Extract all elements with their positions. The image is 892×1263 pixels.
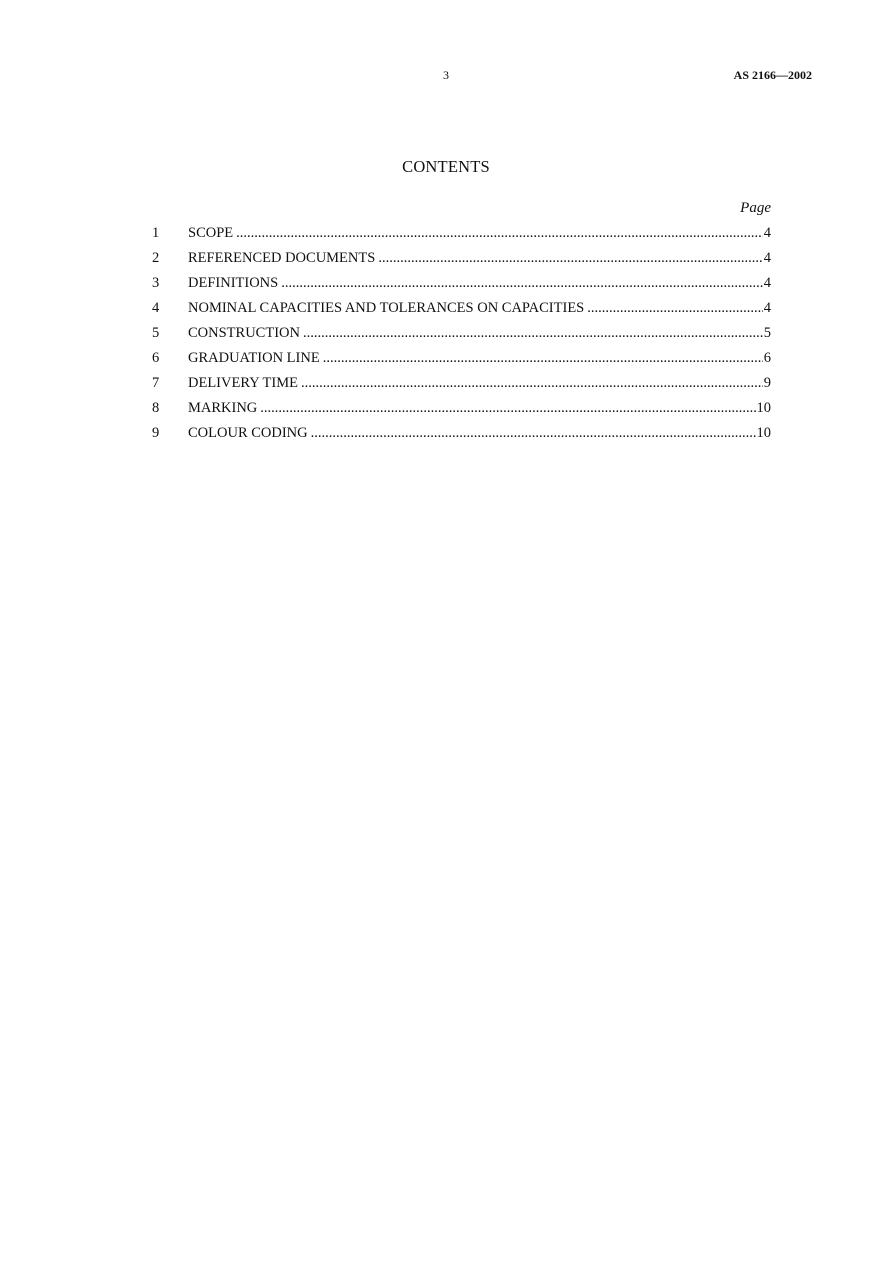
toc-entry-title: COLOUR CODING	[188, 425, 308, 441]
toc-entry-page: 6	[763, 350, 771, 366]
toc-entry-referenced-documents[interactable]	[152, 249, 771, 274]
toc-entry-title: DELIVERY TIME	[188, 375, 298, 391]
toc-leader-dots	[301, 374, 763, 392]
toc-entry-nominal-capacities[interactable]	[152, 299, 771, 324]
toc-entry-number: 4	[152, 300, 160, 316]
toc-entry-graduation-line[interactable]	[152, 349, 771, 374]
toc-entry-colour-coding[interactable]	[152, 424, 771, 449]
toc-entry-marking[interactable]	[152, 399, 771, 424]
toc-leader-dots	[311, 424, 756, 442]
toc-entry-number: 8	[152, 400, 160, 416]
toc-entry-number: 9	[152, 425, 160, 441]
table-of-contents	[152, 224, 771, 449]
toc-entry-title: NOMINAL CAPACITIES AND TOLERANCES ON CAPACITIES	[188, 300, 585, 316]
page-column-heading: Page	[740, 200, 771, 216]
toc-entry-page: 4	[763, 300, 771, 316]
toc-leader-dots	[378, 249, 762, 267]
toc-entry-scope[interactable]	[152, 224, 771, 249]
toc-entry-page: 10	[756, 425, 771, 441]
page-number: 3	[443, 68, 449, 82]
toc-entry-number: 1	[152, 225, 160, 241]
toc-leader-dots	[323, 349, 763, 367]
toc-entry-title: SCOPE	[188, 225, 234, 241]
toc-leader-dots	[236, 224, 763, 242]
toc-entry-title: MARKING	[188, 400, 258, 416]
toc-entry-title: CONSTRUCTION	[188, 325, 300, 341]
toc-entry-page: 9	[763, 375, 771, 391]
toc-entry-title: DEFINITIONS	[188, 275, 279, 291]
toc-entry-number: 2	[152, 250, 160, 266]
toc-entry-delivery-time[interactable]	[152, 374, 771, 399]
document-id: AS 2166—2002	[733, 68, 812, 82]
toc-entry-title: REFERENCED DOCUMENTS	[188, 250, 376, 266]
toc-entry-title: GRADUATION LINE	[188, 350, 320, 366]
toc-entry-number: 5	[152, 325, 160, 341]
toc-entry-page: 4	[763, 250, 771, 266]
toc-entry-construction[interactable]	[152, 324, 771, 349]
toc-entry-page: 10	[756, 400, 771, 416]
toc-entry-page: 4	[763, 225, 771, 241]
toc-leader-dots	[587, 299, 763, 317]
toc-leader-dots	[303, 324, 763, 342]
toc-leader-dots	[281, 274, 763, 292]
toc-entry-page: 4	[763, 275, 771, 291]
contents-title: CONTENTS	[402, 157, 490, 176]
toc-entry-number: 6	[152, 350, 160, 366]
toc-entry-page: 5	[763, 325, 771, 341]
toc-entry-number: 7	[152, 375, 160, 391]
toc-entry-definitions[interactable]	[152, 274, 771, 299]
toc-entry-number: 3	[152, 275, 160, 291]
toc-leader-dots	[260, 399, 755, 417]
